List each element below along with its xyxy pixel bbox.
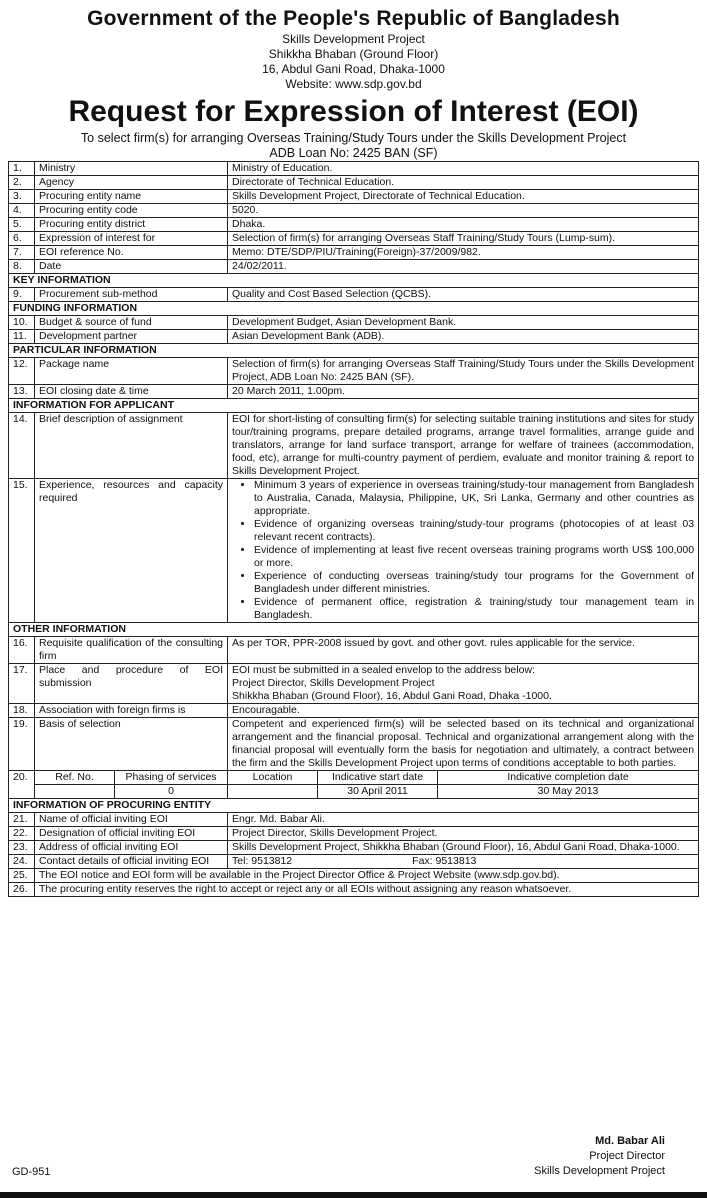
table-cell: Asian Development Bank (ADB). bbox=[228, 330, 699, 344]
table-cell: Engr. Md. Babar Ali. bbox=[228, 813, 699, 827]
table-row bbox=[9, 190, 699, 204]
table-row bbox=[9, 316, 699, 330]
table-cell: 24/02/2011. bbox=[228, 260, 699, 274]
table-cell: 18. bbox=[9, 704, 35, 718]
table-cell: 15. bbox=[9, 479, 35, 623]
project-address: 16, Abdul Gani Road, Dhaka-1000 bbox=[262, 62, 445, 76]
table-cell: 13. bbox=[9, 385, 35, 399]
table-cell: 8. bbox=[9, 260, 35, 274]
table-cell: 6. bbox=[9, 232, 35, 246]
section-heading bbox=[9, 274, 699, 288]
table-cell: Selection of firm(s) for arranging Overseas Staff Training/Study Tours (Lump-sum). bbox=[228, 232, 699, 246]
table-cell: Place and procedure of EOI submission bbox=[35, 664, 228, 704]
header bbox=[0, 6, 707, 161]
table-row bbox=[9, 704, 699, 718]
table-row bbox=[9, 813, 699, 827]
table-cell: 7. bbox=[9, 246, 35, 260]
table-row bbox=[9, 637, 699, 664]
table-cell: 1. bbox=[9, 162, 35, 176]
project-name: Skills Development Project bbox=[282, 32, 425, 46]
table-cell: 24. bbox=[9, 855, 35, 869]
requirements-list bbox=[232, 479, 694, 622]
table-cell: PARTICULAR INFORMATION bbox=[9, 344, 699, 358]
table-cell: Designation of official inviting EOI bbox=[35, 827, 228, 841]
table-cell: Budget & source of fund bbox=[35, 316, 228, 330]
table-cell: Ministry of Education. bbox=[228, 162, 699, 176]
table-row bbox=[9, 855, 699, 869]
table-row bbox=[9, 827, 699, 841]
table-row bbox=[9, 883, 699, 897]
table-cell: Location bbox=[228, 771, 318, 785]
table-cell bbox=[228, 785, 318, 799]
table-cell: Indicative start date bbox=[318, 771, 438, 785]
table-cell: Brief description of assignment bbox=[35, 413, 228, 479]
table-cell: Memo: DTE/SDP/PIU/Training(Foreign)-37/2009/982. bbox=[228, 246, 699, 260]
table-row bbox=[9, 162, 699, 176]
table-cell: Agency bbox=[35, 176, 228, 190]
signatory-name: Md. Babar Ali bbox=[595, 1135, 665, 1147]
table-row bbox=[9, 246, 699, 260]
table-cell: Encouragable. bbox=[228, 704, 699, 718]
table-cell: Phasing of services bbox=[115, 771, 228, 785]
table-cell: 10. bbox=[9, 316, 35, 330]
table-row bbox=[9, 204, 699, 218]
table-cell: 20. bbox=[9, 771, 35, 799]
list-item: • Evidence of permanent office, registration & training/study tour management team in Bangladesh. bbox=[254, 596, 694, 622]
table-cell: 2. bbox=[9, 176, 35, 190]
table-cell: 30 April 2011 bbox=[318, 785, 438, 799]
table-cell: 23. bbox=[9, 841, 35, 855]
table-cell: FUNDING INFORMATION bbox=[9, 302, 699, 316]
table-cell: 4. bbox=[9, 204, 35, 218]
table-cell: Address of official inviting EOI bbox=[35, 841, 228, 855]
table-cell: Competent and experienced firm(s) will be selected based on its technical and organizational arrangement and the financial proposal. Technical and organizational arrangement along with the financial proposal will eventually form the basis for negotiation and ultimately, a contract between the firm and the Skills Development Project upon terms of conditions acceptable to both parties. bbox=[228, 718, 699, 771]
table-row bbox=[9, 260, 699, 274]
list-item: • Evidence of organizing overseas training/study-tour programs (photocopies of at least 03 relevant recent contracts). bbox=[254, 518, 694, 544]
table-cell: 0 bbox=[115, 785, 228, 799]
table-cell: The EOI notice and EOI form will be available in the Project Director Office & Project Website (www.sdp.gov.bd). bbox=[35, 869, 699, 883]
table-row bbox=[9, 218, 699, 232]
table-row bbox=[9, 288, 699, 302]
section-heading bbox=[9, 344, 699, 358]
section-heading bbox=[9, 799, 699, 813]
table-cell: EOI for short-listing of consulting firm(s) for selecting suitable training institutions and sites for study tour/training programs, prepare detailed programs, arrange travel formalities, arrange guide and translators, arrange for land surface transport, arrange for welfare of trainees (accommodation, food, etc), arrange for multi-country payment of perdiem, evaluate and monitor training & report to Skills Development Project. bbox=[228, 413, 699, 479]
table-cell: 3. bbox=[9, 190, 35, 204]
table-row bbox=[9, 869, 699, 883]
table-cell: Package name bbox=[35, 358, 228, 385]
table-cell: Procuring entity district bbox=[35, 218, 228, 232]
table-cell: Indicative completion date bbox=[438, 771, 699, 785]
project-website: Website: www.sdp.gov.bd bbox=[285, 77, 422, 91]
section-heading bbox=[9, 302, 699, 316]
table-cell: 9. bbox=[9, 288, 35, 302]
list-item: • Experience of conducting overseas training/study tour programs for the Government of Bangladesh under different ministries. bbox=[254, 570, 694, 596]
government-heading: Government of the People's Republic of Bangladesh bbox=[87, 7, 620, 30]
table-cell: EOI reference No. bbox=[35, 246, 228, 260]
table-row bbox=[9, 479, 699, 623]
table-cell: Expression of interest for bbox=[35, 232, 228, 246]
section-heading bbox=[9, 623, 699, 637]
table-cell: Tel: 9513812 Fax: 9513813 bbox=[228, 855, 699, 869]
signatory-title: Project Director bbox=[589, 1150, 665, 1162]
table-cell: 5020. bbox=[228, 204, 699, 218]
table-cell: OTHER INFORMATION bbox=[9, 623, 699, 637]
table-cell: Procuring entity code bbox=[35, 204, 228, 218]
table-row bbox=[9, 718, 699, 771]
table-cell: Requisite qualification of the consulting firm bbox=[35, 637, 228, 664]
table-cell: Procurement sub-method bbox=[35, 288, 228, 302]
table-cell: EOI must be submitted in a sealed envelop to the address below: Project Director, Skills Development Project Shikkha Bhaban (Ground Floor), 16, Abdul Gani Road, Dhaka -1000. bbox=[228, 664, 699, 704]
table-cell: Skills Development Project, Shikkha Bhaban (Ground Floor), 16, Abdul Gani Road, Dhaka-1000. bbox=[228, 841, 699, 855]
table-row bbox=[9, 841, 699, 855]
eoi-purpose: To select firm(s) for arranging Overseas Training/Study Tours under the Skills Development Project bbox=[80, 131, 627, 145]
table-cell: Procuring entity name bbox=[35, 190, 228, 204]
table-cell: 12. bbox=[9, 358, 35, 385]
signatory-org: Skills Development Project bbox=[534, 1165, 665, 1177]
table-cell: 16. bbox=[9, 637, 35, 664]
table-cell: 19. bbox=[9, 718, 35, 771]
table-cell: 11. bbox=[9, 330, 35, 344]
table-cell: Selection of firm(s) for arranging Overseas Staff Training/Study Tours under the Skills Development Project, ADB Loan No: 2425 BAN (SF). bbox=[228, 358, 699, 385]
signature-block bbox=[534, 1134, 665, 1179]
table-cell: 21. bbox=[9, 813, 35, 827]
table-cell: EOI closing date & time bbox=[35, 385, 228, 399]
bottom-border bbox=[0, 1192, 707, 1198]
table-cell: 14. bbox=[9, 413, 35, 479]
table-cell: KEY INFORMATION bbox=[9, 274, 699, 288]
table-cell: 5. bbox=[9, 218, 35, 232]
table-cell: Skills Development Project, Directorate of Technical Education. bbox=[228, 190, 699, 204]
table-cell: 17. bbox=[9, 664, 35, 704]
eoi-table bbox=[8, 161, 699, 897]
table-cell: INFORMATION OF PROCURING ENTITY bbox=[9, 799, 699, 813]
gd-code: GD-951 bbox=[12, 1166, 51, 1178]
table-cell: Date bbox=[35, 260, 228, 274]
table-cell: Ministry bbox=[35, 162, 228, 176]
table-row bbox=[9, 385, 699, 399]
table-row bbox=[9, 232, 699, 246]
table-row bbox=[9, 664, 699, 704]
table-cell: INFORMATION FOR APPLICANT bbox=[9, 399, 699, 413]
table-cell: 30 May 2013 bbox=[438, 785, 699, 799]
table-cell: 22. bbox=[9, 827, 35, 841]
table-cell: Dhaka. bbox=[228, 218, 699, 232]
table-cell: Contact details of official inviting EOI bbox=[35, 855, 228, 869]
table-cell: The procuring entity reserves the right to accept or reject any or all EOIs without assigning any reason whatsoever. bbox=[35, 883, 699, 897]
table-cell: 26. bbox=[9, 883, 35, 897]
table-row bbox=[9, 176, 699, 190]
section-heading bbox=[9, 399, 699, 413]
table-cell bbox=[35, 785, 115, 799]
table-cell: Development partner bbox=[35, 330, 228, 344]
table-row bbox=[9, 785, 699, 799]
table-cell: Name of official inviting EOI bbox=[35, 813, 228, 827]
table-cell: Experience, resources and capacity required bbox=[35, 479, 228, 623]
table-cell: Project Director, Skills Development Project. bbox=[228, 827, 699, 841]
table-row bbox=[9, 413, 699, 479]
table-cell: 25. bbox=[9, 869, 35, 883]
table-cell: Basis of selection bbox=[35, 718, 228, 771]
list-item: • Evidence of implementing at least five recent overseas training programs worth US$ 100,000 or more. bbox=[254, 544, 694, 570]
page-title: Request for Expression of Interest (EOI) bbox=[68, 95, 639, 128]
table-row bbox=[9, 771, 699, 785]
loan-number: ADB Loan No: 2425 BAN (SF) bbox=[269, 146, 438, 160]
table-cell: As per TOR, PPR-2008 issued by govt. and other govt. rules applicable for the service. bbox=[228, 637, 699, 664]
table-cell: 20 March 2011, 1.00pm. bbox=[228, 385, 699, 399]
table-cell: Directorate of Technical Education. bbox=[228, 176, 699, 190]
table-row bbox=[9, 330, 699, 344]
table-cell: Development Budget, Asian Development Bank. bbox=[228, 316, 699, 330]
table-cell: Ref. No. bbox=[35, 771, 115, 785]
table-cell bbox=[228, 479, 699, 623]
table-cell: Association with foreign firms is bbox=[35, 704, 228, 718]
list-item: • Minimum 3 years of experience in overseas training/study-tour management from Bangladesh to Australia, Canada, Malaysia, Philippine, UK, Sri Lanka, Germany and other countries as appropriate. bbox=[254, 479, 694, 518]
table-cell: Quality and Cost Based Selection (QCBS). bbox=[228, 288, 699, 302]
project-floor: Shikkha Bhaban (Ground Floor) bbox=[268, 47, 439, 61]
table-row bbox=[9, 358, 699, 385]
